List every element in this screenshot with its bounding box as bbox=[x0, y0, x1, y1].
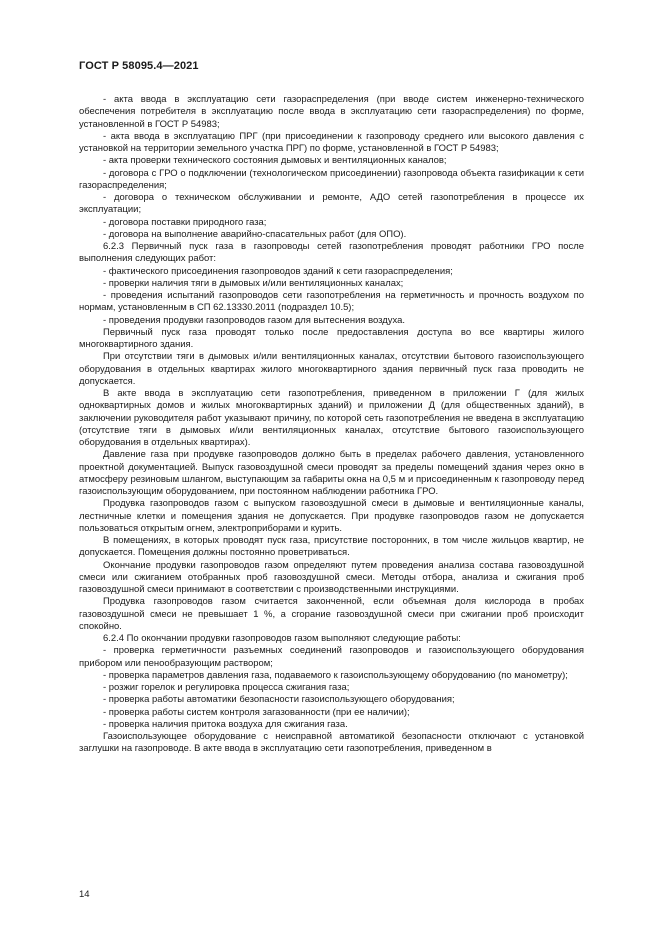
paragraph: 6.2.4 По окончании продувки газопроводов газом выполняют следующие работы: bbox=[103, 633, 461, 644]
paragraph: В акте ввода в эксплуатацию сети газопотребления, приведенном в приложении Г (для жилых одноквартирных домов и жилых многоквартирных зданий) и приложении Д (для общественных зданий), в заключении руководителя работ указывают причину, по которой сеть газопотребления не введена в эксплуатацию (отсутствие тяги в дымовых и/или вентиляционных каналах, отсутствие бытового газоиспользующего оборудования в отдельных квартирах). bbox=[79, 388, 584, 448]
paragraph: Первичный пуск газа проводят только после предоставления доступа во все квартиры жилого многоквартирного здания. bbox=[79, 326, 584, 350]
paragraph: - договора о техническом обслуживании и ремонте, АДО сетей газопотребления в процессе их эксплуатации; bbox=[79, 192, 584, 216]
paragraph: - акта проверки технического состояния дымовых и вентиляционных каналов; bbox=[103, 155, 447, 167]
paragraph: Продувка газопроводов газом с выпуском газовоздушной смеси в дымовые и вентиляционные каналы, лестничные клетки и помещения здания не допускается. При продувке газопроводов газом не допускается пользоваться открытым огнем, электроприборами и курить. bbox=[79, 498, 584, 534]
paragraph: - проверка работы систем контроля загазованности (при ее наличии); bbox=[103, 706, 410, 718]
paragraph: Давление газа при продувке газопроводов должно быть в пределах рабочего давления, установленного проектной документацией. Выпуск газовоздушной смеси проводят за пределы помещений здания через окно в атмосферу резиновым шлангом, выступающим за габариты окна на 0,5 м и присоединенным к газопроводу перед газоиспользующим оборудованием, при постоянном наблюдении работника ГРО. bbox=[79, 449, 584, 497]
paragraph: Окончание продувки газопроводов газом определяют путем проведения анализа состава газовоздушной смеси или сжиганием отобранных проб газовоздушной смеси. Методы отбора, анализа и сжигания проб газовоздушной смеси принимают в соответствии с производственными инструкциями. bbox=[79, 559, 584, 595]
paragraph: В помещениях, в которых проводят пуск газа, присутствие посторонних, в том числе жильцов квартир, не допускается. Помещения должны постоянно проветриваться. bbox=[79, 535, 584, 559]
paragraph: - акта ввода в эксплуатацию ПРГ (при присоединении к газопроводу среднего или высокого давления с установкой на территории земельного участка ПРГ) по форме, установленной в ГОСТ Р 54983; bbox=[79, 130, 584, 154]
paragraph: - акта ввода в эксплуатацию сети газораспределения (при вводе систем инженерно-технического обеспечения потребителя в эксплуатацию после ввода в эксплуатацию сети газораспределения) по форме, установленной в ГОСТ Р 54983; bbox=[79, 94, 584, 130]
paragraph: - проведения испытаний газопроводов сети газопотребления на герметичность и прочность воздухом по нормам, установленным в СП 62.13330.2011 (подраздел 10.5); bbox=[79, 290, 584, 314]
paragraph: - розжиг горелок и регулировка процесса сжигания газа; bbox=[103, 682, 350, 693]
paragraph: 6.2.3 Первичный пуск газа в газопроводы сетей газопотребления проводят работники ГРО после выполнения следующих работ: bbox=[79, 241, 584, 265]
paragraph: Продувка газопроводов газом считается законченной, если объемная доля кислорода в пробах газовоздушной смеси не превышает 1 %, а сгорание газовоздушной смеси при сжигании проб происходит спокойно. bbox=[79, 596, 584, 632]
paragraph: - проверка герметичности разъемных соединений газопроводов и газоиспользующего оборудования прибором или пенообразующим раствором; bbox=[79, 645, 584, 669]
page-number: 14 bbox=[79, 889, 90, 900]
paragraph: Газоиспользующее оборудование с неисправной автоматикой безопасности отключают с установкой заглушки на газопроводе. В акте ввода в эксплуатацию сети газопотребления, приведенном в bbox=[79, 731, 584, 755]
paragraph: - договора поставки природного газа; bbox=[103, 216, 267, 228]
paragraph: - проведения продувки газопроводов газом для вытеснения воздуха. bbox=[103, 314, 405, 326]
paragraph: - договора на выполнение аварийно-спасательных работ (для ОПО). bbox=[103, 228, 407, 240]
paragraph: - проверки наличия тяги в дымовых и/или вентиляционных каналах; bbox=[103, 277, 404, 289]
paragraph: - проверка наличия притока воздуха для сжигания газа. bbox=[103, 718, 348, 730]
body-text bbox=[79, 94, 584, 756]
paragraph: - проверка работы автоматики безопасности газоиспользующего оборудования; bbox=[103, 694, 455, 706]
paragraph: - фактического присоединения газопроводов зданий к сети газораспределения; bbox=[103, 265, 453, 277]
paragraph: При отсутствии тяги в дымовых и/или вентиляционных каналах, отсутствии бытового газоиспользующего оборудования в отдельных квартирах жилого многоквартирного здания первичный пуск газа проводить не допускается. bbox=[79, 351, 584, 387]
paragraph: - проверка параметров давления газа, подаваемого к газоиспользующему оборудованию (по манометру); bbox=[103, 669, 568, 681]
standard-header: ГОСТ Р 58095.4—2021 bbox=[79, 60, 199, 72]
paragraph: - договора с ГРО о подключении (технологическом присоединении) газопровода объекта газификации к сети газораспределения; bbox=[79, 167, 584, 191]
